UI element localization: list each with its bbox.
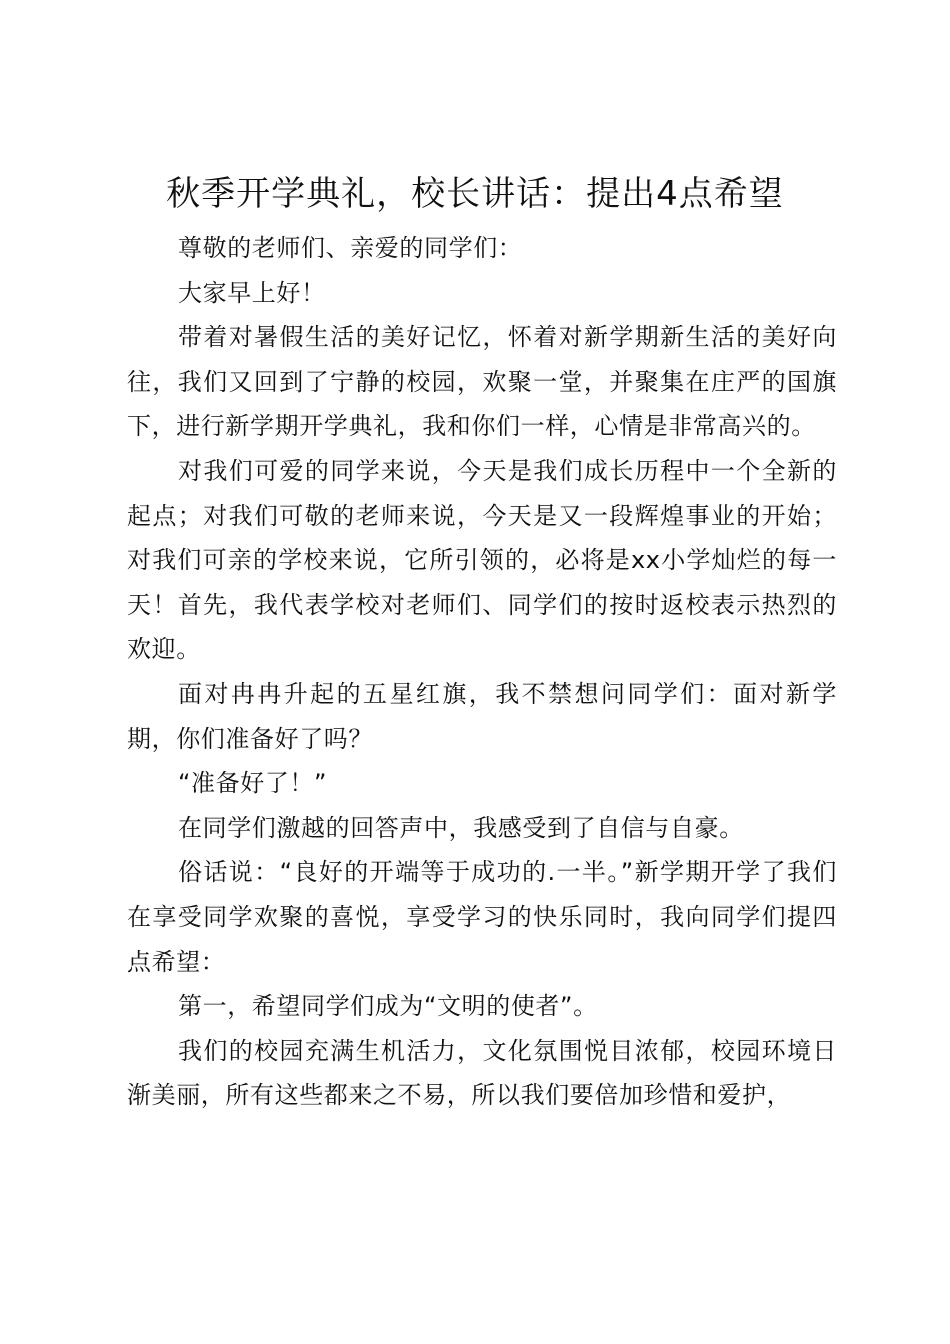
salutation-paragraph: 尊敬的老师们、亲爱的同学们： — [178, 234, 523, 262]
hope-heading-paragraph: 第一，希望同学们成为“文明的使者”。 — [178, 992, 598, 1021]
body-paragraph: 我们的校园充满生机活力，文化氛围悦目浓郁，校园环境日渐美丽，所有这些都来之不易，所以我们要倍加珍惜和爱护， — [127, 1036, 837, 1110]
document-title: 秋季开学典礼，校长讲话：提出4点希望 — [166, 174, 784, 214]
quote-paragraph: “准备好了！” — [178, 769, 328, 798]
greeting-paragraph: 大家早上好！ — [178, 278, 326, 307]
document-body — [127, 226, 837, 1118]
body-paragraph: 俗话说：“良好的开端等于成功的.一半。”新学期开学了我们在享受同学欢聚的喜悦，享受学习的快乐同时，我向同学们提四点希望： — [127, 858, 837, 976]
body-paragraph: 在同学们激越的回答声中，我感受到了自信与自豪。 — [178, 813, 744, 842]
body-paragraph: 对我们可爱的同学来说，今天是我们成长历程中一个全新的起点；对我们可敬的老师来说，今天是又一段辉煌事业的开始；对我们可亲的学校来说，它所引领的，必将是xx小学灿烂的每一天！首先，我代表学校对老师们、同学们的按时返校表示热烈的欢迎。 — [127, 456, 837, 664]
body-paragraph: 带着对暑假生活的美好记忆，怀着对新学期新生活的美好向往，我们又回到了宁静的校园，欢聚一堂，并聚集在庄严的国旗下，进行新学期开学典礼，我和你们一样，心情是非常高兴的。 — [127, 323, 837, 441]
body-paragraph: 面对冉冉升起的五星红旗，我不禁想问同学们：面对新学期，你们准备好了吗？ — [127, 679, 837, 753]
